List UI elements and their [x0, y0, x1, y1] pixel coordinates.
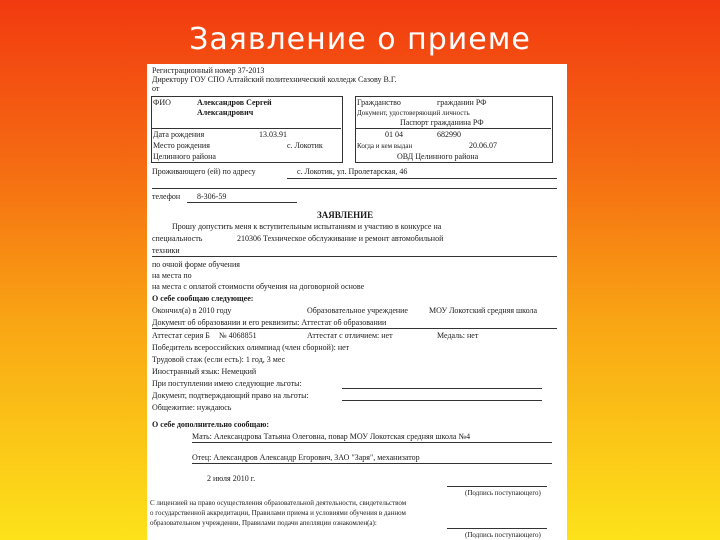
birthdate-label: Дата рождения [153, 130, 205, 139]
birthplace-extra: Целинного района [153, 152, 216, 161]
specialty-value-cont: техники [152, 246, 180, 255]
school-institution-value: МОУ Локотский средняя школа [429, 306, 538, 315]
about-title: О себе сообщаю следующее: [152, 294, 254, 303]
specialty-underline [152, 256, 557, 257]
footer-line1: С лицензией на право осуществления образовательной деятельности, свидетельством [150, 499, 407, 507]
benefits-underline [342, 388, 542, 389]
phone-label: телефон [152, 192, 181, 201]
mother-info: Мать: Александрова Татьяна Олеговна, повар МОУ Локотская средняя школа №4 [192, 432, 471, 441]
certificate-number: № 4068851 [219, 331, 257, 340]
certificate-honors: Аттестат с отличием: нет [307, 331, 393, 340]
issued-date: 20.06.07 [469, 141, 497, 150]
specialty-label: специальность [152, 234, 203, 243]
divider [151, 128, 341, 129]
birthplace-label: Место рождения [153, 141, 210, 150]
benefits-doc-underline [342, 400, 542, 401]
olympiad: Победитель всероссийских олимпиад (член сборной): нет [152, 343, 350, 352]
birthdate-value: 13.03.91 [259, 130, 287, 139]
passport-number: 682990 [437, 130, 461, 139]
signature-line-2 [447, 528, 547, 529]
registration-number: Регистрационный номер 37-2013 [152, 66, 265, 75]
director-line: Директору ГОУ СПО Алтайский политехнический колледж Сазову В.Г. [152, 75, 397, 84]
work-experience: Трудовой стаж (если есть): 1 год, 3 мес [152, 355, 286, 364]
paid-line: на места с оплатой стоимости обучения на договорной основе [152, 282, 365, 291]
statement-line1: Прошу допустить меня к вступительным испытаниям и участию в конкурсе на [172, 222, 442, 231]
phone-value: 8-306-59 [197, 192, 227, 201]
divider [355, 128, 551, 129]
benefits-label: При поступлении имею следующие льготы: [152, 379, 302, 388]
medal: Медаль: нет [437, 331, 479, 340]
id-document-label: Документ, удостоверяющий личность [357, 109, 470, 117]
budget-line: на места по [152, 271, 192, 280]
extra-title: О себе дополнительно сообщаю: [152, 420, 270, 429]
foreign-language: Иностранный язык: Немецкий [152, 367, 257, 376]
father-underline [192, 463, 552, 464]
issued-by: ОВД Целинного района [397, 152, 479, 161]
education-underline [152, 328, 557, 329]
passport-series: 01 04 [385, 130, 403, 139]
signature-caption-2: (Подпись поступающего) [465, 531, 541, 539]
birthplace-value: с. Локотик [287, 141, 323, 150]
signature-caption: (Подпись поступающего) [465, 489, 541, 497]
date-line: 2 июля 2010 г. [207, 474, 256, 483]
footer-line2: о государственной аккредитации, Правилами приема и условиями обучения в данном [150, 509, 406, 517]
education-document: Документ об образовании и его реквизиты: Аттестат об образовании [152, 318, 387, 327]
citizenship-value: гражданин РФ [437, 98, 487, 107]
address-value: с. Локотик, ул. Пролетарская, 46 [297, 167, 408, 176]
address-label: Проживающего (ей) по адресу [152, 167, 256, 176]
fio-label: ФИО [153, 98, 171, 107]
school-institution-label: Образовательное учреждение [307, 306, 408, 315]
address-underline [287, 178, 557, 179]
statement-title: ЗАЯВЛЕНИЕ [317, 210, 374, 220]
dormitory: Общежитие: нуждаюсь [152, 403, 232, 412]
address-underline-2 [152, 188, 557, 189]
certificate-label: Аттестат серия Б [152, 331, 210, 340]
specialty-value: 210306 Техническое обслуживание и ремонт автомобильной [237, 234, 444, 243]
signature-line [447, 486, 547, 487]
study-form: по очной форме обучения [152, 260, 240, 269]
from-line: от [152, 84, 160, 93]
phone-underline [187, 202, 297, 203]
school-year: Окончил(а) в 2010 году [152, 306, 232, 315]
father-info: Отец: Александров Александр Егорович, ЗАО "Заря", механизатор [192, 453, 420, 462]
application-form-document [147, 64, 567, 540]
issued-label: Когда и кем выдан [357, 142, 413, 150]
benefits-document: Документ, подтверждающий право на льготы: [152, 391, 309, 400]
mother-underline [192, 442, 552, 443]
citizenship-label: Гражданство [357, 98, 401, 107]
footer-line3: образовательном учреждении, Правилами подачи апелляции ознакомлен(а): [150, 519, 377, 527]
fio-value-line1: Александров Сергей [197, 98, 272, 107]
slide-title: Заявление о приеме [189, 22, 531, 57]
fio-value-line2: Александрович [197, 108, 254, 117]
passport-type: Паспорт гражданина РФ [400, 118, 484, 127]
